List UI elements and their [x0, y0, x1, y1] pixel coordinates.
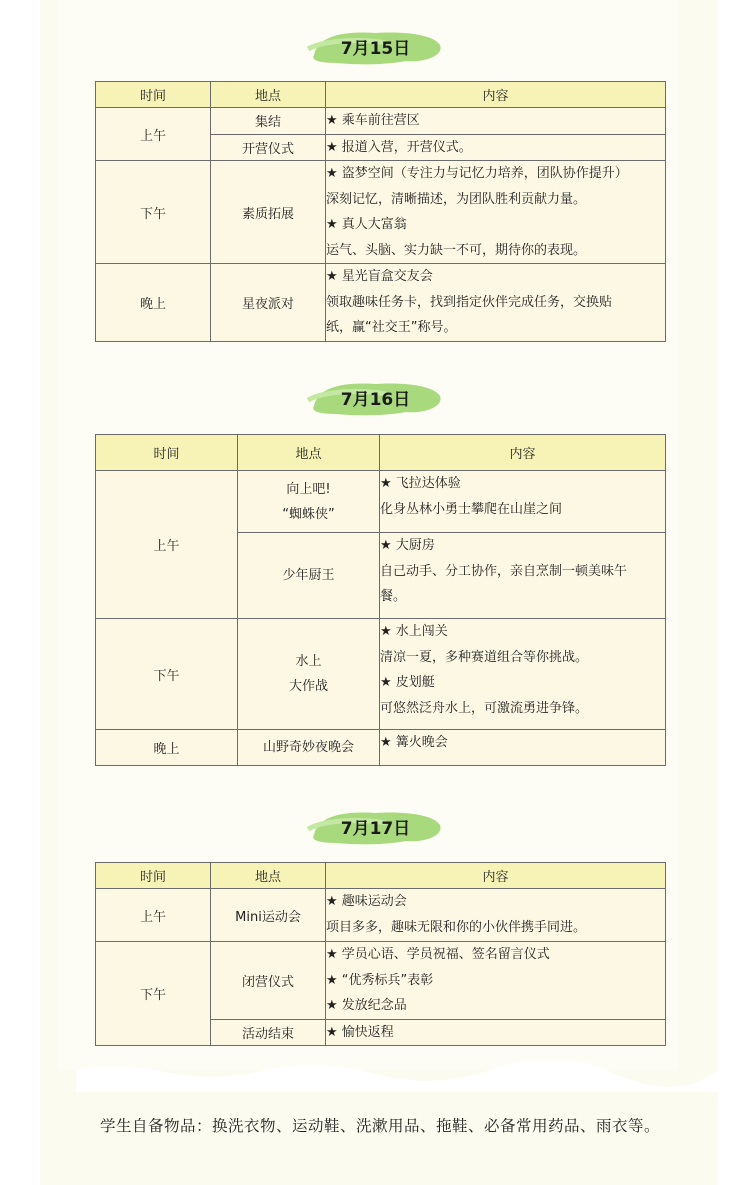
content-cell [326, 134, 666, 161]
content-cell [380, 471, 666, 533]
schedule-table-day3 [95, 862, 666, 1046]
header-content: 内容 [380, 435, 666, 471]
content-line: ★ 真人大富翁 [326, 217, 407, 232]
header-place: 地点 [211, 82, 326, 108]
content-line: 化身丛林小勇士攀爬在山崖之间 [380, 501, 563, 517]
place-cell [238, 730, 380, 766]
content-line: ★ 皮划艇 [380, 675, 435, 690]
place-line: 山野奇妙夜晚会 [262, 740, 354, 755]
place-cell: 闭营仪式 [211, 942, 326, 1020]
place-cell [238, 619, 380, 730]
header-time: 时间 [96, 435, 238, 471]
content-cell [380, 730, 666, 766]
place-line: 大作战 [288, 679, 328, 694]
time-cell: 晚上 [96, 730, 238, 766]
place-line: 少年厨王 [282, 568, 335, 583]
place-cell: 开营仪式 [211, 134, 326, 161]
content-line: ★ 星光盲盒交友会 [326, 269, 433, 284]
date-label: 7月16日 [340, 390, 411, 410]
date-header-day1 [0, 25, 751, 73]
header-time: 时间 [96, 82, 211, 108]
content-cell [326, 1019, 666, 1046]
place-line: 向上吧! [286, 481, 331, 497]
content-cell [326, 942, 666, 1020]
content-line: 领取趣味任务卡，找到指定伙伴完成任务，交换贴 [326, 294, 613, 310]
content-cell [326, 161, 666, 264]
place-cell: 集结 [211, 108, 326, 135]
date-badge [306, 805, 446, 849]
date-label: 7月15日 [340, 39, 411, 59]
time-cell: 上午 [96, 889, 211, 942]
content-line: ★ 大厨房 [380, 538, 435, 553]
place-line: “蜘蛛侠” [282, 506, 335, 522]
date-label: 7月17日 [340, 819, 411, 839]
time-cell: 上午 [96, 108, 211, 161]
date-badge [306, 376, 446, 420]
date-header-day3 [0, 805, 751, 853]
header-content: 内容 [326, 82, 666, 108]
content-line: ★ 报道入营，开营仪式。 [326, 139, 472, 155]
place-cell: 素质拓展 [211, 161, 326, 264]
content-line: 餐。 [380, 589, 407, 604]
time-cell: 上午 [96, 471, 238, 619]
content-line: ★ 发放纪念品 [326, 998, 407, 1013]
content-line: ★ 盗梦空间（专注力与记忆力培养，团队协作提升） [326, 166, 628, 181]
content-line: 自己动手、分工协作，亲自烹制一顿美味午 [380, 563, 628, 579]
place-cell [238, 533, 380, 619]
content-line: 纸，赢“社交王”称号。 [326, 320, 457, 335]
content-line: ★ 愉快返程 [326, 1024, 394, 1040]
content-cell [326, 108, 666, 135]
content-line: ★ 篝火晚会 [380, 735, 448, 750]
header-place: 地点 [211, 863, 326, 889]
header-time: 时间 [96, 863, 211, 889]
time-cell: 下午 [96, 619, 238, 730]
place-cell: 活动结束 [211, 1019, 326, 1046]
content-line: 清凉一夏，多种赛道组合等你挑战。 [380, 649, 589, 665]
date-badge [306, 25, 446, 69]
header-place: 地点 [238, 435, 380, 471]
place-line: 水上 [295, 654, 322, 669]
time-cell: 晚上 [96, 264, 211, 342]
header-content: 内容 [326, 863, 666, 889]
content-line: 运气、头脑、实力缺一不可，期待你的表现。 [326, 242, 587, 258]
date-header-day2 [0, 376, 751, 424]
content-line: 项目多多，趣味无限和你的小伙伴携手同进。 [326, 919, 587, 935]
content-cell [326, 264, 666, 342]
content-line: 可悠然泛舟水上，可激流勇进争锋。 [380, 700, 589, 716]
schedule-table-day1 [95, 81, 666, 342]
footer-text: 学生自备物品：换洗衣物、运动鞋、洗漱用品、拖鞋、必备常用药品、雨衣等。 [100, 1117, 661, 1135]
schedule-table-day2 [95, 434, 666, 766]
content-line: ★ “优秀标兵”表彰 [326, 972, 434, 988]
place-cell: 星夜派对 [211, 264, 326, 342]
content-line: ★ 趣味运动会 [326, 894, 407, 909]
torn-paper-edge [76, 1062, 718, 1092]
content-line: ★ 学员心语、学员祝福、签名留言仪式 [326, 947, 550, 962]
content-line: ★ 飞拉达体验 [380, 476, 461, 491]
time-cell: 下午 [96, 942, 211, 1046]
content-cell [326, 889, 666, 942]
content-cell [380, 619, 666, 730]
place-cell: Mini运动会 [211, 889, 326, 942]
place-cell [238, 471, 380, 533]
content-line: ★ 水上闯关 [380, 624, 448, 639]
content-cell [380, 533, 666, 619]
time-cell: 下午 [96, 161, 211, 264]
footer-note [66, 1112, 698, 1141]
content-line: 深刻记忆，清晰描述，为团队胜利贡献力量。 [326, 191, 587, 207]
content-line: ★ 乘车前往营区 [326, 113, 420, 128]
